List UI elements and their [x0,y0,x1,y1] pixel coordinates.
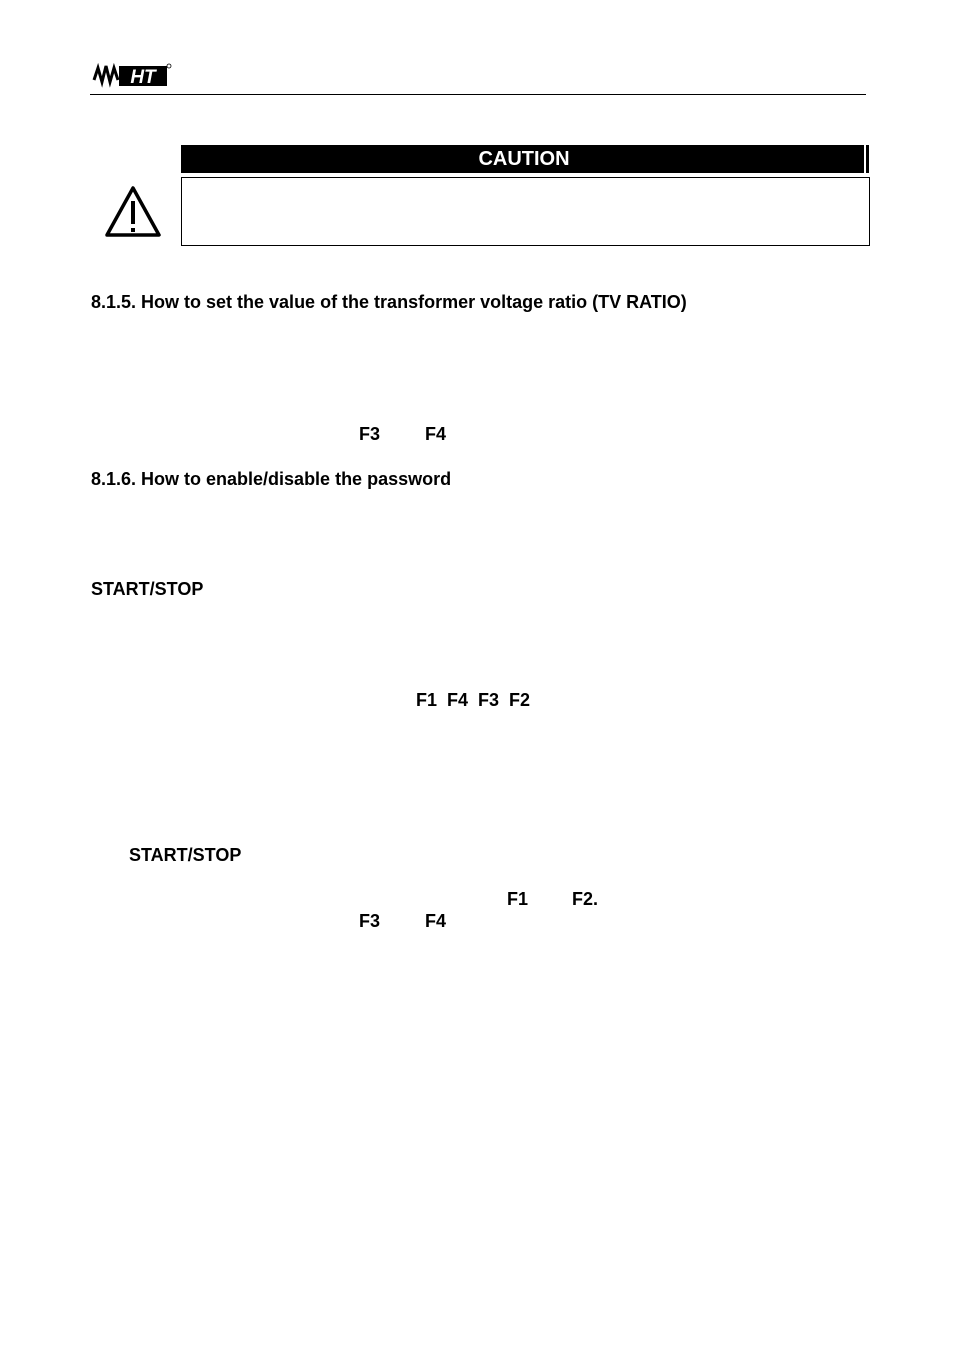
key-f3: F3 [359,911,381,931]
section-heading-tv-ratio: 8.1.5. How to set the value of the transformer voltage ratio (TV RATIO) [91,292,687,312]
key-f4: F4 [425,424,447,444]
caution-title: CAUTION [181,145,869,173]
ht-logo [92,60,172,90]
key-f4: F4 [425,911,447,931]
key-f3: F3 [359,424,381,444]
key-start-stop: START/STOP [91,579,204,599]
header-rule [90,94,866,95]
key-f1: F1 [507,889,529,909]
key-start-stop: START/STOP [129,845,242,865]
password-key-sequence: F1 F4 F3 F2 [416,690,531,710]
warning-triangle-icon [104,185,162,238]
logo-text: HT [130,67,156,88]
section-heading-password: 8.1.6. How to enable/disable the password [91,469,452,489]
caution-body [181,177,870,246]
key-f2: F2. [572,889,599,909]
